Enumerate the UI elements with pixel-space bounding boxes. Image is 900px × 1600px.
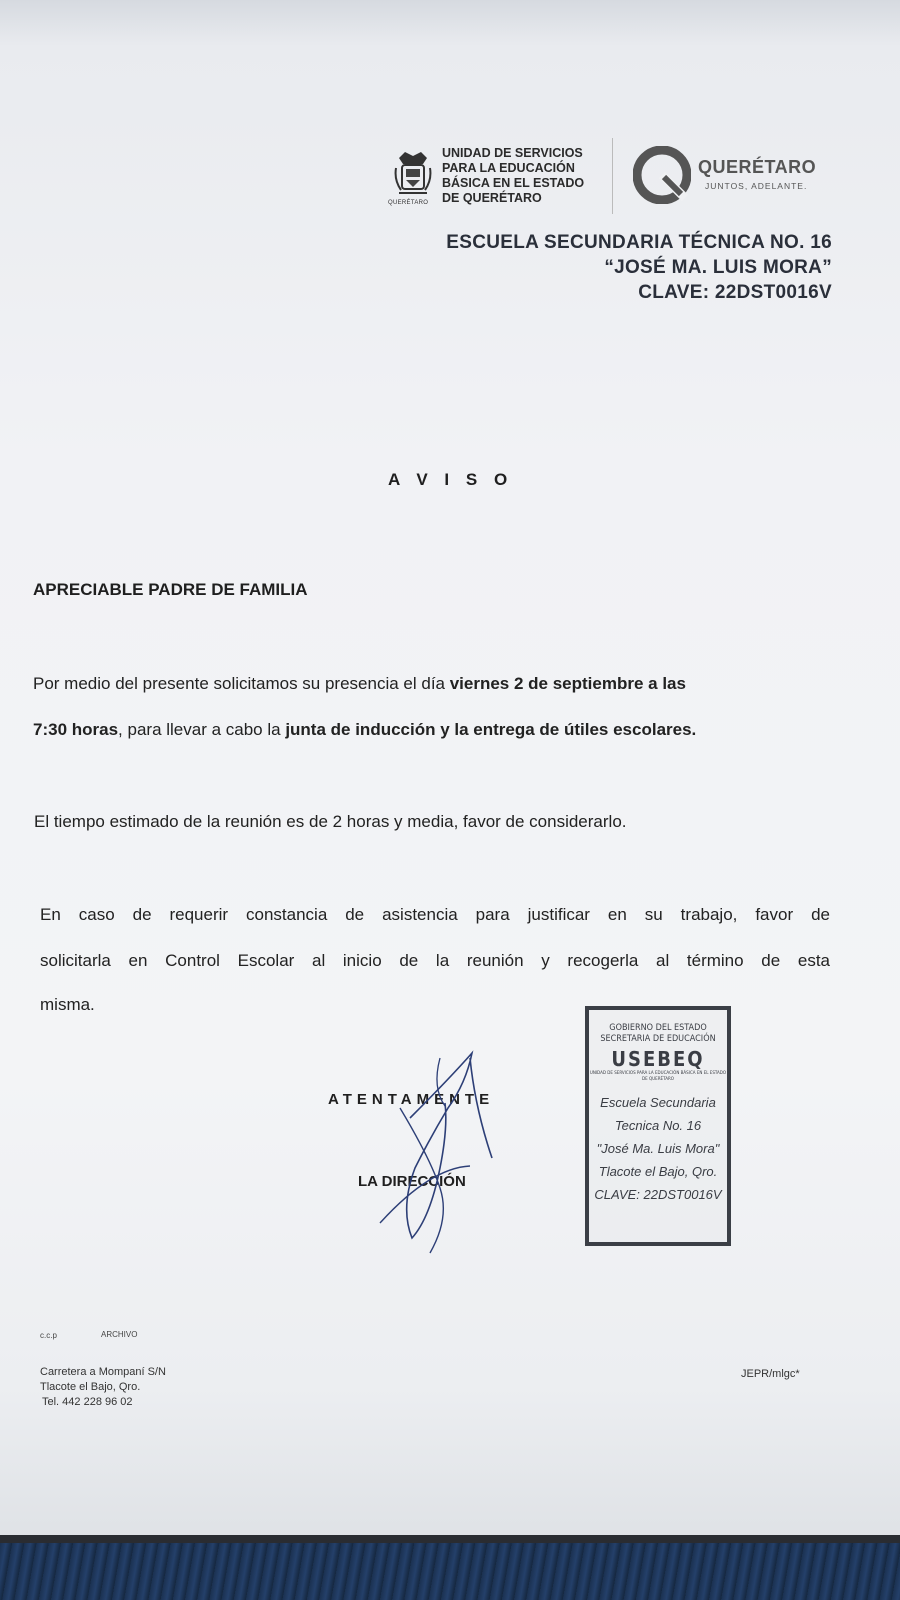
- queretaro-slogan: JUNTOS, ADELANTE.: [705, 181, 808, 191]
- address-line: Tel. 442 228 96 02: [42, 1396, 133, 1408]
- ccp-value: ARCHIVO: [101, 1330, 138, 1339]
- usebeq-line: UNIDAD DE SERVICIOS: [442, 146, 583, 160]
- stamp-line: GOBIERNO DEL ESTADO: [609, 1023, 707, 1033]
- p1-text-2: , para llevar a cabo la: [118, 720, 286, 739]
- stamp-school-line: Tecnica No. 16: [614, 1118, 702, 1133]
- p1-purpose: junta de inducción y la entrega de útiles escolares.: [285, 720, 697, 739]
- school-motto: “JOSÉ MA. LUIS MORA”: [604, 257, 832, 278]
- stamp-subtitle: UNIDAD DE SERVICIOS PARA LA EDUCACIÓN BÁSICA EN EL ESTADO DE QUERÉTARO: [589, 1071, 727, 1082]
- p1-text: Por medio del presente solicitamos su presencia el día: [33, 674, 450, 693]
- usebeq-line: BÁSICA EN EL ESTADO: [442, 176, 585, 190]
- usebeq-line: PARA LA EDUCACIÓN: [442, 161, 575, 175]
- paragraph-3-line-1: En caso de requerir constancia de asistencia para justificar en su trabajo, favor de: [40, 905, 830, 924]
- paragraph-3-line-3: misma.: [40, 995, 95, 1014]
- usebeq-line: DE QUERÉTARO: [442, 191, 542, 205]
- stamp-school-line: Tlacote el Bajo, Qro.: [598, 1164, 718, 1179]
- stamp-school: [589, 1091, 727, 1206]
- paper-edge: [0, 1535, 900, 1543]
- handwritten-signature: [370, 1048, 520, 1258]
- background-fabric: [0, 1543, 900, 1600]
- queretaro-name: QUERÉTARO: [698, 157, 817, 177]
- usebeq-name: [442, 146, 584, 206]
- paragraph-3-line-2: solicitarla en Control Escolar al inicio de la reunión y recogerla al término de esta: [40, 951, 830, 970]
- stamp-school-line: CLAVE: 22DST0016V: [594, 1187, 722, 1202]
- stamp-school-line: "José Ma. Luis Mora": [596, 1141, 720, 1156]
- greeting: APRECIABLE PADRE DE FAMILIA: [33, 580, 308, 599]
- notice-title: A V I S O: [388, 470, 514, 489]
- paragraph-1-line-2: [33, 720, 696, 740]
- queretaro-logo-icon: [633, 146, 691, 204]
- school-name: ESCUELA SECUNDARIA TÉCNICA NO. 16: [446, 232, 832, 253]
- ccp-label: c.c.p: [40, 1331, 57, 1340]
- stamp-line: SECRETARIA DE EDUCACIÓN: [600, 1034, 716, 1044]
- closing: ATENTAMENTE: [328, 1091, 495, 1108]
- stamp-school-line: Escuela Secundaria: [600, 1095, 716, 1110]
- address-line: Carretera a Mompaní S/N: [40, 1366, 166, 1378]
- header-divider: [612, 138, 613, 214]
- school-clave: CLAVE: 22DST0016V: [638, 282, 832, 303]
- crest-caption: QUERÉTARO: [388, 200, 429, 206]
- official-stamp: [585, 1006, 731, 1246]
- address-line: Tlacote el Bajo, Qro.: [40, 1381, 141, 1393]
- p1-time: 7:30 horas: [33, 720, 119, 739]
- p1-date: viernes 2 de septiembre a las: [449, 674, 686, 693]
- author-initials: JEPR/mlgc*: [741, 1368, 800, 1380]
- stamp-brand: USEBEQ: [611, 1047, 705, 1071]
- paragraph-2: El tiempo estimado de la reunión es de 2 horas y media, favor de considerarlo.: [34, 812, 627, 831]
- signatory: LA DIRECCIÓN: [358, 1173, 466, 1190]
- paragraph-1-line-1: [33, 674, 686, 694]
